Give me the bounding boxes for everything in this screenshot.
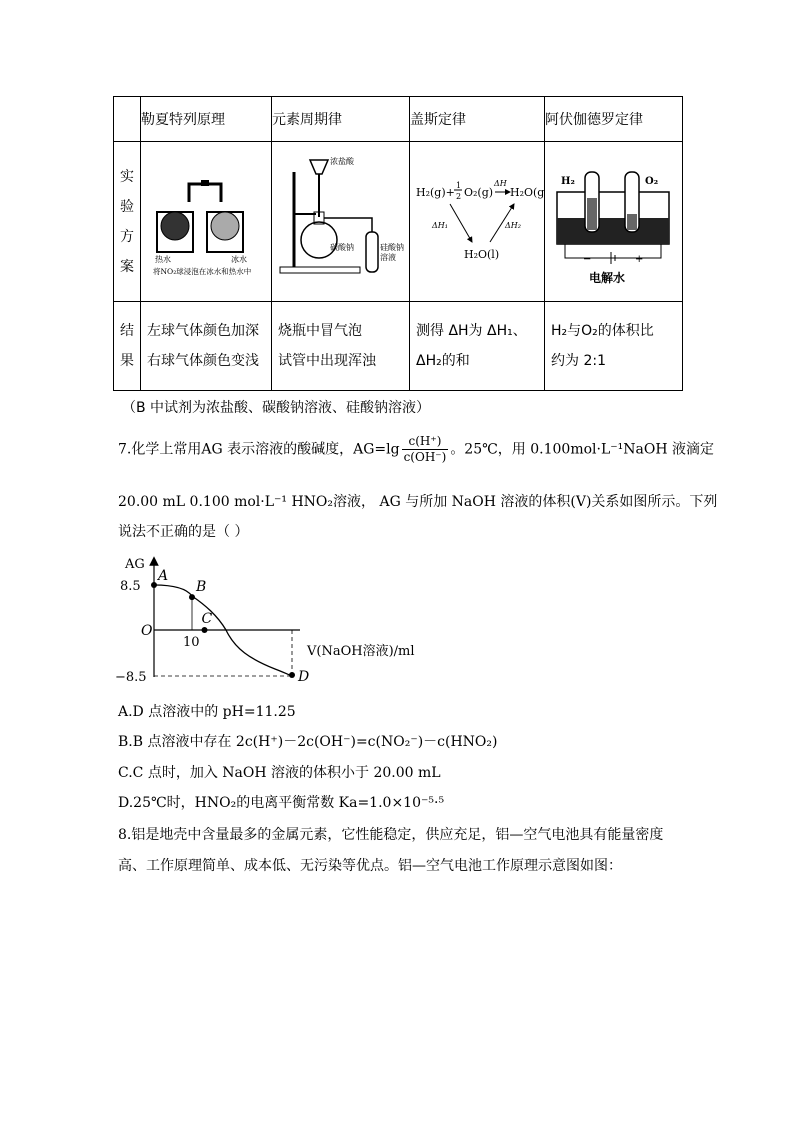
q7-option-d: D.25℃时，HNO₂的电离平衡常数 Ka=1.0×10⁻⁵·⁵ (118, 795, 445, 811)
figure-d-cell (545, 142, 683, 302)
svg-text:ΔH₁: ΔH₁ (432, 221, 448, 230)
header-blank (114, 97, 141, 142)
row-label-plan: 实 验 方 案 (114, 142, 141, 302)
result-a: 左球气体颜色加深 右球气体颜色变浅 (141, 302, 272, 391)
q7-line1 (118, 434, 714, 465)
q8-line2: 高、工作原理简单、成本低、无污染等优点。铝—空气电池工作原理示意图如图： (118, 858, 622, 874)
q7-option-a: A.D 点溶液中的 pH=11.25 (118, 704, 296, 720)
point-label-d: D (298, 669, 310, 685)
y-tick-top: 8.5 (120, 579, 141, 594)
water-electrolysis-figure (545, 142, 683, 297)
svg-text:1: 1 (456, 181, 462, 190)
svg-text:O₂: O₂ (645, 176, 659, 187)
svg-text:电解水: 电解水 (589, 271, 626, 285)
hess-cycle-figure (410, 142, 545, 297)
table-row-result (114, 302, 683, 391)
y-tick-bottom: −8.5 (115, 670, 147, 685)
svg-text:冰水: 冰水 (231, 255, 247, 264)
svg-text:将NO₂球浸泡在冰水和热水中: 将NO₂球浸泡在冰水和热水中 (153, 267, 252, 276)
table-note: （B 中试剂为浓盐酸、碳酸钠溶液、硅酸钠溶液） (122, 400, 431, 416)
q7-option-c: C.C 点时，加入 NaOH 溶液的体积小于 20.00 mL (118, 765, 441, 781)
svg-text:溶液: 溶液 (380, 253, 396, 262)
result-c: 测得 ΔH为 ΔH₁、 ΔH₂的和 (410, 302, 545, 391)
svg-text:H₂O(l): H₂O(l) (464, 248, 500, 261)
svg-text:热水: 热水 (155, 255, 171, 264)
x-tick-10: 10 (183, 635, 200, 650)
header-avogadro-law: 阿伏伽德罗定律 (545, 97, 683, 142)
table-row-plan (114, 142, 683, 302)
q7-line2: 20.00 mL 0.100 mol·L⁻¹ HNO₂溶液， AG 与所加 NaOH 溶液的体积(V)关系如图所示。下列 (118, 494, 718, 510)
result-d: H₂与O₂的体积比 约为 2:1 (545, 302, 683, 391)
point-label-a: A (158, 568, 169, 584)
svg-text:H₂(g)+: H₂(g)+ (416, 186, 455, 199)
acid-strength-apparatus-figure (272, 142, 410, 297)
svg-text:O₂(g): O₂(g) (464, 186, 494, 199)
figure-b-cell (272, 142, 410, 302)
ag-fraction: $\frac{c(H^+)}{c(OH^-)}$ (403, 434, 447, 464)
svg-text:−: − (583, 254, 592, 265)
header-hess-law: 盖斯定律 (410, 97, 545, 142)
origin-label: O (141, 623, 153, 639)
svg-text:2: 2 (456, 192, 462, 201)
experiment-table (113, 96, 683, 391)
q7-line3: 说法不正确的是（ ） (118, 524, 249, 540)
point-d (289, 672, 295, 678)
header-lechatelier: 勒夏特列原理 (141, 97, 272, 142)
svg-text:硅酸钠: 硅酸钠 (380, 243, 404, 252)
q7-line1-text-b: 。25℃，用 0.100mol·L⁻¹NaOH 液滴定 (450, 441, 714, 458)
q7-line1-text-a: 7.化学上常用AG 表示溶液的酸碱度，AG=lg (118, 441, 400, 458)
svg-text:浓盐酸: 浓盐酸 (330, 157, 354, 166)
result-b: 烧瓶中冒气泡 试管中出现浑浊 (272, 302, 410, 391)
point-c (202, 627, 208, 633)
no2-bulbs-figure (141, 142, 272, 297)
table-header-row (114, 97, 683, 142)
point-b (189, 594, 195, 600)
svg-text:ΔH: ΔH (494, 179, 507, 188)
row-label-result: 结 果 (114, 302, 141, 391)
figure-a-cell (141, 142, 272, 302)
q8-line1: 8.铝是地壳中含量最多的金属元素，它性能稳定，供应充足，铝—空气电池具有能量密度 (118, 827, 664, 843)
x-axis-label: V(NaOH溶液)/ml (307, 644, 415, 659)
svg-text:ΔH₂: ΔH₂ (505, 221, 521, 230)
svg-text:H₂O(g): H₂O(g) (510, 186, 545, 199)
point-a (151, 582, 157, 588)
svg-text:H₂: H₂ (561, 176, 575, 187)
svg-text:碳酸钠: 碳酸钠 (330, 243, 354, 252)
point-label-b: B (196, 579, 207, 596)
header-periodic-law: 元素周期律 (272, 97, 410, 142)
point-label-c: C (201, 611, 213, 627)
ag-titration-chart (115, 553, 435, 693)
q7-option-b: B.B 点溶液中存在 2c(H⁺)－2c(OH⁻)=c(NO₂⁻)－c(HNO₂) (118, 734, 498, 750)
svg-text:+: + (635, 254, 644, 265)
y-axis-label: AG (125, 557, 145, 572)
figure-c-cell (410, 142, 545, 302)
